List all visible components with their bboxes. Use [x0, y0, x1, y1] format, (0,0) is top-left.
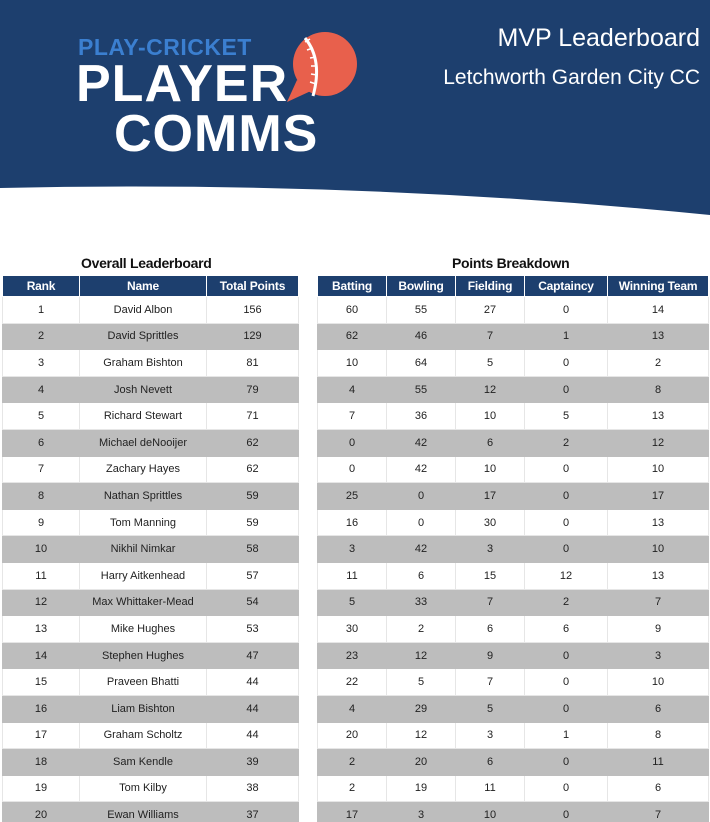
- bowling-points-cell: 33: [387, 589, 456, 616]
- total-points-cell: 129: [207, 323, 299, 350]
- rank-cell: 3: [3, 350, 80, 377]
- table-row: [3, 323, 299, 350]
- table-row: [3, 403, 299, 430]
- fielding-points-cell: 10: [456, 403, 525, 430]
- column-header-winning-team: Winning Team: [608, 276, 709, 297]
- bowling-points-cell: 64: [387, 350, 456, 377]
- table-row: [318, 669, 709, 696]
- fielding-points-cell: 5: [456, 695, 525, 722]
- winning-team-points-cell: 13: [608, 509, 709, 536]
- winning-team-points-cell: 13: [608, 562, 709, 589]
- player-name-cell: Nathan Sprittles: [80, 483, 207, 510]
- winning-team-points-cell: 17: [608, 483, 709, 510]
- bowling-points-cell: 55: [387, 297, 456, 324]
- bowling-points-cell: 3: [387, 802, 456, 822]
- table-row: [3, 616, 299, 643]
- rank-cell: 18: [3, 749, 80, 776]
- player-name-cell: Harry Aitkenhead: [80, 562, 207, 589]
- table-row: [3, 669, 299, 696]
- bowling-points-cell: 6: [387, 562, 456, 589]
- captaincy-points-cell: 2: [525, 429, 608, 456]
- winning-team-points-cell: 6: [608, 695, 709, 722]
- bowling-points-cell: 20: [387, 749, 456, 776]
- total-points-cell: 156: [207, 297, 299, 324]
- winning-team-points-cell: 6: [608, 775, 709, 802]
- player-name-cell: Liam Bishton: [80, 695, 207, 722]
- cricket-ball-chat-icon: [283, 30, 361, 106]
- table-row: [318, 403, 709, 430]
- winning-team-points-cell: 10: [608, 536, 709, 563]
- player-name-cell: Tom Manning: [80, 509, 207, 536]
- table-row: [318, 483, 709, 510]
- player-name-cell: Tom Kilby: [80, 775, 207, 802]
- table-row: [318, 775, 709, 802]
- total-points-cell: 37: [207, 802, 299, 822]
- fielding-points-cell: 6: [456, 616, 525, 643]
- captaincy-points-cell: 6: [525, 616, 608, 643]
- table-row: [318, 749, 709, 776]
- fielding-points-cell: 30: [456, 509, 525, 536]
- rank-cell: 2: [3, 323, 80, 350]
- player-name-cell: Zachary Hayes: [80, 456, 207, 483]
- bowling-points-cell: 12: [387, 642, 456, 669]
- captaincy-points-cell: 1: [525, 722, 608, 749]
- bowling-points-cell: 42: [387, 536, 456, 563]
- fielding-points-cell: 6: [456, 429, 525, 456]
- batting-points-cell: 10: [318, 350, 387, 377]
- table-row: [318, 509, 709, 536]
- rank-cell: 6: [3, 429, 80, 456]
- table-row: [3, 749, 299, 776]
- column-header-captaincy: Captaincy: [525, 276, 608, 297]
- winning-team-points-cell: 3: [608, 642, 709, 669]
- player-name-cell: Graham Scholtz: [80, 722, 207, 749]
- batting-points-cell: 5: [318, 589, 387, 616]
- winning-team-points-cell: 2: [608, 350, 709, 377]
- rank-cell: 12: [3, 589, 80, 616]
- rank-cell: 4: [3, 376, 80, 403]
- batting-points-cell: 25: [318, 483, 387, 510]
- table-row: [3, 642, 299, 669]
- total-points-cell: 62: [207, 456, 299, 483]
- bowling-points-cell: 42: [387, 429, 456, 456]
- player-name-cell: Richard Stewart: [80, 403, 207, 430]
- table-row: [318, 616, 709, 643]
- captaincy-points-cell: 0: [525, 483, 608, 510]
- points-breakdown-title: Points Breakdown: [452, 255, 570, 271]
- table-row: [318, 376, 709, 403]
- winning-team-points-cell: 7: [608, 802, 709, 822]
- total-points-cell: 71: [207, 403, 299, 430]
- captaincy-points-cell: 0: [525, 669, 608, 696]
- winning-team-points-cell: 9: [608, 616, 709, 643]
- bowling-points-cell: 12: [387, 722, 456, 749]
- table-row: [318, 429, 709, 456]
- table-row: [3, 509, 299, 536]
- winning-team-points-cell: 8: [608, 376, 709, 403]
- player-name-cell: Stephen Hughes: [80, 642, 207, 669]
- fielding-points-cell: 3: [456, 722, 525, 749]
- total-points-cell: 58: [207, 536, 299, 563]
- fielding-points-cell: 12: [456, 376, 525, 403]
- player-name-cell: Graham Bishton: [80, 350, 207, 377]
- fielding-points-cell: 27: [456, 297, 525, 324]
- column-header-bowling: Bowling: [387, 276, 456, 297]
- rank-cell: 17: [3, 722, 80, 749]
- captaincy-points-cell: 0: [525, 536, 608, 563]
- table-row: [3, 536, 299, 563]
- bowling-points-cell: 0: [387, 509, 456, 536]
- table-row: [3, 456, 299, 483]
- table-row: [3, 562, 299, 589]
- captaincy-points-cell: 0: [525, 509, 608, 536]
- batting-points-cell: 23: [318, 642, 387, 669]
- captaincy-points-cell: 1: [525, 323, 608, 350]
- bowling-points-cell: 0: [387, 483, 456, 510]
- winning-team-points-cell: 10: [608, 669, 709, 696]
- batting-points-cell: 3: [318, 536, 387, 563]
- total-points-cell: 53: [207, 616, 299, 643]
- fielding-points-cell: 15: [456, 562, 525, 589]
- winning-team-points-cell: 14: [608, 297, 709, 324]
- table-row: [3, 483, 299, 510]
- fielding-points-cell: 9: [456, 642, 525, 669]
- captaincy-points-cell: 0: [525, 775, 608, 802]
- winning-team-points-cell: 11: [608, 749, 709, 776]
- fielding-points-cell: 7: [456, 589, 525, 616]
- fielding-points-cell: 11: [456, 775, 525, 802]
- column-header-name: Name: [80, 276, 207, 297]
- player-name-cell: Ewan Williams: [80, 802, 207, 822]
- player-name-cell: Michael deNooijer: [80, 429, 207, 456]
- logo-player-text: PLAYER: [76, 55, 289, 113]
- table-row: [3, 376, 299, 403]
- page-title: MVP Leaderboard: [497, 24, 700, 52]
- rank-cell: 13: [3, 616, 80, 643]
- player-name-cell: Max Whittaker-Mead: [80, 589, 207, 616]
- captaincy-points-cell: 2: [525, 589, 608, 616]
- total-points-cell: 39: [207, 749, 299, 776]
- captaincy-points-cell: 0: [525, 350, 608, 377]
- table-row: [3, 695, 299, 722]
- total-points-cell: 57: [207, 562, 299, 589]
- total-points-cell: 59: [207, 483, 299, 510]
- total-points-cell: 59: [207, 509, 299, 536]
- total-points-cell: 54: [207, 589, 299, 616]
- table-row: [318, 456, 709, 483]
- captaincy-points-cell: 0: [525, 376, 608, 403]
- batting-points-cell: 4: [318, 376, 387, 403]
- rank-cell: 14: [3, 642, 80, 669]
- rank-cell: 20: [3, 802, 80, 822]
- winning-team-points-cell: 12: [608, 429, 709, 456]
- winning-team-points-cell: 10: [608, 456, 709, 483]
- table-row: [318, 297, 709, 324]
- fielding-points-cell: 17: [456, 483, 525, 510]
- fielding-points-cell: 3: [456, 536, 525, 563]
- batting-points-cell: 0: [318, 456, 387, 483]
- column-header-fielding: Fielding: [456, 276, 525, 297]
- column-header-batting: Batting: [318, 276, 387, 297]
- rank-cell: 7: [3, 456, 80, 483]
- column-header-rank: Rank: [3, 276, 80, 297]
- fielding-points-cell: 7: [456, 669, 525, 696]
- player-name-cell: David Sprittles: [80, 323, 207, 350]
- table-row: [318, 350, 709, 377]
- table-row: [318, 695, 709, 722]
- total-points-cell: 62: [207, 429, 299, 456]
- table-header-row: [318, 276, 709, 297]
- header-banner: [0, 0, 710, 240]
- bowling-points-cell: 46: [387, 323, 456, 350]
- points-breakdown-table: [317, 275, 709, 822]
- rank-cell: 1: [3, 297, 80, 324]
- rank-cell: 9: [3, 509, 80, 536]
- captaincy-points-cell: 5: [525, 403, 608, 430]
- table-row: [3, 589, 299, 616]
- bowling-points-cell: 5: [387, 669, 456, 696]
- captaincy-points-cell: 0: [525, 695, 608, 722]
- player-name-cell: David Albon: [80, 297, 207, 324]
- player-name-cell: Sam Kendle: [80, 749, 207, 776]
- club-name: Letchworth Garden City CC: [443, 66, 700, 89]
- overall-leaderboard-title: Overall Leaderboard: [81, 255, 212, 271]
- rank-cell: 8: [3, 483, 80, 510]
- table-row: [3, 297, 299, 324]
- captaincy-points-cell: 0: [525, 642, 608, 669]
- batting-points-cell: 30: [318, 616, 387, 643]
- table-row: [3, 775, 299, 802]
- fielding-points-cell: 10: [456, 456, 525, 483]
- fielding-points-cell: 10: [456, 802, 525, 822]
- table-row: [318, 323, 709, 350]
- fielding-points-cell: 5: [456, 350, 525, 377]
- table-row: [318, 589, 709, 616]
- bowling-points-cell: 19: [387, 775, 456, 802]
- player-name-cell: Nikhil Nimkar: [80, 536, 207, 563]
- player-name-cell: Josh Nevett: [80, 376, 207, 403]
- table-row: [3, 722, 299, 749]
- total-points-cell: 79: [207, 376, 299, 403]
- batting-points-cell: 4: [318, 695, 387, 722]
- batting-points-cell: 60: [318, 297, 387, 324]
- play-cricket-player-comms-logo: [76, 30, 366, 163]
- rank-cell: 10: [3, 536, 80, 563]
- captaincy-points-cell: 12: [525, 562, 608, 589]
- table-row: [318, 562, 709, 589]
- fielding-points-cell: 6: [456, 749, 525, 776]
- table-row: [3, 429, 299, 456]
- player-name-cell: Mike Hughes: [80, 616, 207, 643]
- total-points-cell: 38: [207, 775, 299, 802]
- captaincy-points-cell: 0: [525, 297, 608, 324]
- table-row: [318, 722, 709, 749]
- logo-comms-text: COMMS: [114, 105, 319, 163]
- column-header-total-points: Total Points: [207, 276, 299, 297]
- rank-cell: 15: [3, 669, 80, 696]
- winning-team-points-cell: 13: [608, 323, 709, 350]
- table-row: [3, 350, 299, 377]
- rank-cell: 11: [3, 562, 80, 589]
- player-name-cell: Praveen Bhatti: [80, 669, 207, 696]
- batting-points-cell: 2: [318, 775, 387, 802]
- captaincy-points-cell: 0: [525, 456, 608, 483]
- bowling-points-cell: 55: [387, 376, 456, 403]
- batting-points-cell: 16: [318, 509, 387, 536]
- total-points-cell: 47: [207, 642, 299, 669]
- table-row: [318, 536, 709, 563]
- fielding-points-cell: 7: [456, 323, 525, 350]
- overall-leaderboard-table: [2, 275, 299, 822]
- captaincy-points-cell: 0: [525, 802, 608, 822]
- batting-points-cell: 17: [318, 802, 387, 822]
- winning-team-points-cell: 7: [608, 589, 709, 616]
- table-header-row: [3, 276, 299, 297]
- bowling-points-cell: 29: [387, 695, 456, 722]
- total-points-cell: 44: [207, 695, 299, 722]
- batting-points-cell: 0: [318, 429, 387, 456]
- winning-team-points-cell: 13: [608, 403, 709, 430]
- batting-points-cell: 22: [318, 669, 387, 696]
- rank-cell: 19: [3, 775, 80, 802]
- logo-play-cricket-text: PLAY-CRICKET: [78, 34, 252, 60]
- table-row: [3, 802, 299, 822]
- bowling-points-cell: 42: [387, 456, 456, 483]
- bowling-points-cell: 36: [387, 403, 456, 430]
- batting-points-cell: 2: [318, 749, 387, 776]
- table-row: [318, 642, 709, 669]
- bowling-points-cell: 2: [387, 616, 456, 643]
- batting-points-cell: 62: [318, 323, 387, 350]
- total-points-cell: 44: [207, 722, 299, 749]
- batting-points-cell: 11: [318, 562, 387, 589]
- rank-cell: 5: [3, 403, 80, 430]
- total-points-cell: 44: [207, 669, 299, 696]
- captaincy-points-cell: 0: [525, 749, 608, 776]
- winning-team-points-cell: 8: [608, 722, 709, 749]
- table-row: [318, 802, 709, 822]
- total-points-cell: 81: [207, 350, 299, 377]
- rank-cell: 16: [3, 695, 80, 722]
- batting-points-cell: 20: [318, 722, 387, 749]
- batting-points-cell: 7: [318, 403, 387, 430]
